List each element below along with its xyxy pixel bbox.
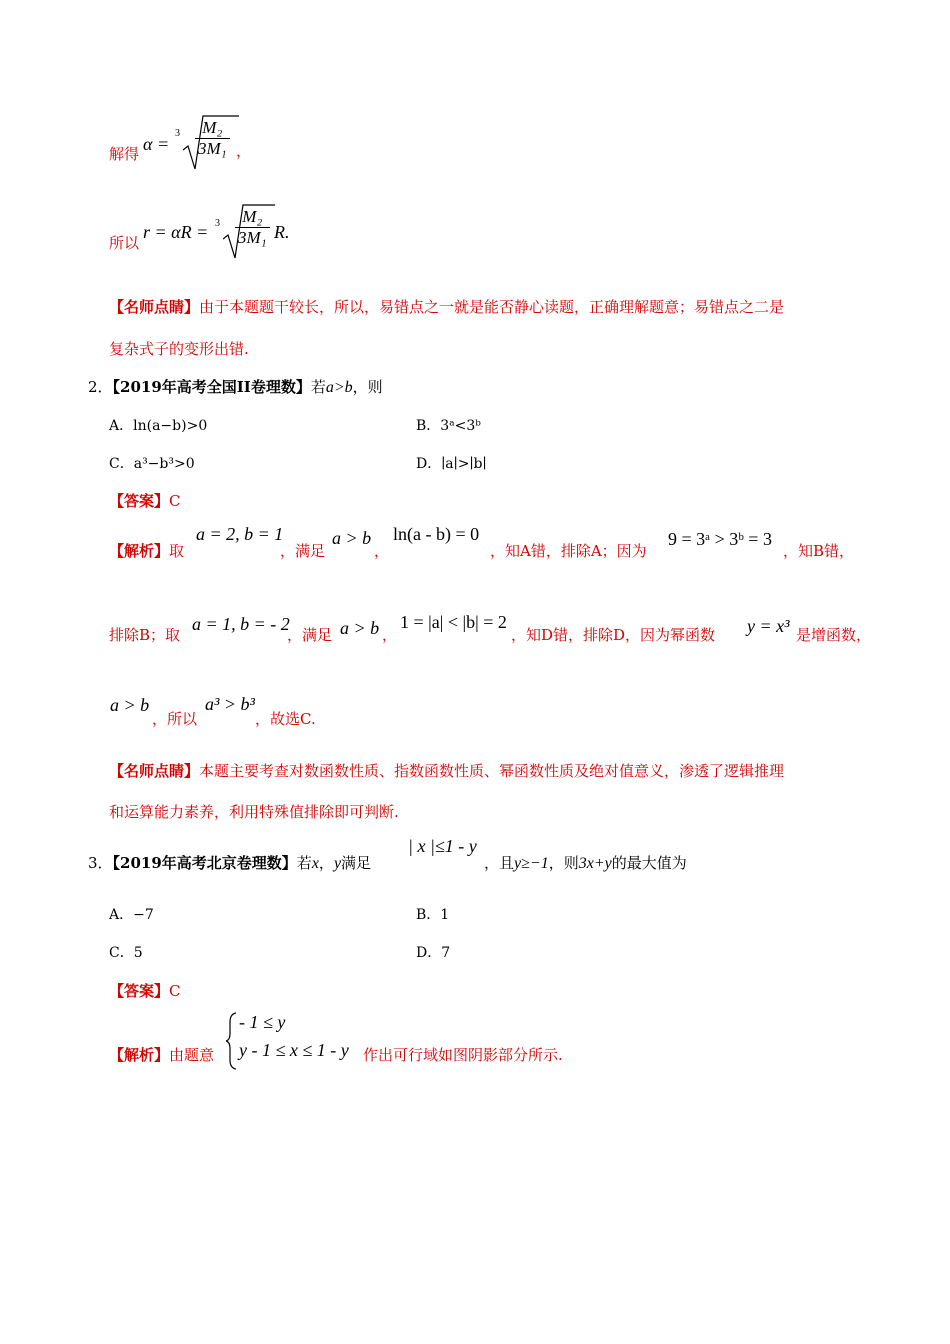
derive-r-lead: 所以 <box>109 234 140 252</box>
derive-alpha-lead: 解得 <box>109 145 140 163</box>
q2-analysis-line1 <box>109 540 184 561</box>
derive-r-num: M₂ <box>235 207 270 228</box>
q3-answer-label: 【答案】 <box>109 982 170 1000</box>
q2-math-5: a = 1, b = - 2 <box>192 614 290 634</box>
q2-text-b2: ，满足 <box>287 626 333 644</box>
derive-alpha-den: 3M₁ <box>198 139 227 158</box>
q3-option-c: C．5 <box>109 945 143 961</box>
q3-number: 3． <box>88 854 113 872</box>
q2-analysis-label: 【解析】 <box>109 542 170 560</box>
q2-tip-line2: 和运算能力素养，利用特殊值排除即可判断. <box>109 803 399 821</box>
q3-analysis-s2: 作出可行域如图阴影部分所示. <box>363 1046 563 1064</box>
q2-tip-label: 【名师点睛】 <box>109 762 200 780</box>
q3-option-b-text: 1 <box>440 907 450 923</box>
left-brace-icon <box>226 1012 238 1070</box>
q2-math-1: a = 2, b = 1 <box>196 524 284 544</box>
q3-cond2: y≥−1 <box>514 855 549 872</box>
q3-comma: ， <box>318 854 334 872</box>
q3-stem-e: 的最大值为 <box>611 854 687 872</box>
q3-analysis-label: 【解析】 <box>109 1046 170 1064</box>
tip1-text1: 由于本题题干较长，所以，易错点之一就是能否静心读题，正确理解题意；易错点之二是 <box>199 298 785 316</box>
q3-answer-value: C <box>169 982 181 1000</box>
derive-r-tail: R. <box>274 222 290 242</box>
q2-math-10: a³ > b³ <box>205 694 255 714</box>
q2-option-c-text: a³−b³>0 <box>133 456 195 472</box>
q3-analysis-head <box>109 1044 214 1065</box>
q2-source: 【2019年高考全国II卷理数】 <box>112 378 311 396</box>
q3-system-line2: y - 1 ≤ x ≤ 1 - y <box>239 1040 349 1060</box>
q2-tip-text1: 本题主要考查对数函数性质、指数函数性质、幂函数性质及绝对值意义，渗透了逻辑推理 <box>199 762 785 780</box>
q2-option-a-text: ln(a−b)>0 <box>133 418 208 434</box>
q3-stem-head <box>88 852 371 873</box>
q2-stem-post: ，则 <box>352 378 383 396</box>
tip1-line1 <box>109 296 784 317</box>
q3-option-a-text: −7 <box>133 907 154 923</box>
q2-option-b: B．3ᵃ<3ᵇ <box>416 418 481 434</box>
q2-tip-line1 <box>109 760 784 781</box>
q3-analysis-s1: 由题意 <box>169 1046 215 1064</box>
q2-math-2: a > b <box>332 528 372 548</box>
q2-text-b1: 排除B；取 <box>109 626 181 644</box>
q2-option-c: C．a³−b³>0 <box>109 456 195 472</box>
q2-text-a4: ，知A错，排除A；因为 <box>490 542 647 560</box>
q2-math-9: a > b <box>110 695 150 715</box>
q2-option-b-text: 3ᵃ<3ᵇ <box>440 418 481 434</box>
q2-answer-value: C <box>169 492 181 510</box>
q3-option-c-text: 5 <box>133 945 143 961</box>
q2-stem-cond: a>b <box>325 379 353 396</box>
q3-var-x: x <box>311 855 319 872</box>
derive-r-left: r = αR = <box>143 222 209 242</box>
q2-option-a: A．ln(a−b)>0 <box>109 418 208 434</box>
derive-r-den: 3M₁ <box>238 228 267 247</box>
q3-condition: | x |≤1 - y <box>408 836 477 856</box>
q2-option-d-text: ∣a∣>∣b∣ <box>441 456 487 472</box>
q2-text-b4: ，知D错，排除D，因为幂函数 <box>511 626 716 644</box>
q3-option-a: A．−7 <box>109 907 154 923</box>
q2-math-7: 1 = |a| < |b| = 2 <box>400 612 507 632</box>
derive-r-root-index: 3 <box>215 218 220 229</box>
q3-source: 【2019年高考北京卷理数】 <box>112 854 297 872</box>
q3-stem-a: 若 <box>296 854 312 872</box>
q2-math-8: y = x³ <box>747 616 790 636</box>
q2-stem <box>88 376 383 397</box>
q2-math-3: ln(a - b) = 0 <box>393 524 480 544</box>
q2-text-c1: ，所以 <box>152 710 198 728</box>
q3-answer <box>109 980 181 1001</box>
q2-option-d: D．∣a∣>∣b∣ <box>416 456 487 472</box>
derive-alpha-num: M₂ <box>195 118 230 139</box>
q3-target: 3x+y <box>578 855 612 872</box>
derive-r-root <box>223 203 275 261</box>
q2-text-a5: ，知B错， <box>783 542 855 560</box>
q3-var-y: y <box>333 855 342 872</box>
derive-alpha-root <box>183 114 239 172</box>
q2-stem-pre: 若 <box>310 378 326 396</box>
q3-stem-b: 满足 <box>341 854 372 872</box>
q2-answer <box>109 490 181 511</box>
q3-stem-tail <box>484 852 687 873</box>
derive-alpha-tail: ， <box>236 142 252 160</box>
q2-text-a3: ， <box>374 542 390 560</box>
q2-number: 2． <box>88 378 113 396</box>
q3-stem-c: ，且 <box>484 854 515 872</box>
q3-stem-d: ，则 <box>548 854 579 872</box>
q3-system-line1: - 1 ≤ y <box>239 1012 286 1032</box>
q2-math-6: a > b <box>340 618 380 638</box>
q3-system-brace <box>226 1012 238 1074</box>
q3-option-d-text: 7 <box>441 945 451 961</box>
q2-text-a1: 取 <box>169 542 185 560</box>
q2-text-b5: 是增函数， <box>796 626 872 644</box>
q2-answer-label: 【答案】 <box>109 492 170 510</box>
q2-math-4: 9 = 3ᵃ > 3ᵇ = 3 <box>668 529 772 549</box>
q2-text-a2: ，满足 <box>280 542 326 560</box>
tip1-label: 【名师点睛】 <box>109 298 200 316</box>
q3-option-b: B．1 <box>416 907 450 923</box>
q2-text-b3: ， <box>382 626 398 644</box>
q2-text-c2: ，故选C. <box>255 710 316 728</box>
q3-option-d: D．7 <box>416 945 451 961</box>
derive-alpha-root-index: 3 <box>175 128 180 139</box>
tip1-line2: 复杂式子的变形出错. <box>109 340 249 358</box>
derive-alpha-left: α = <box>143 134 170 154</box>
